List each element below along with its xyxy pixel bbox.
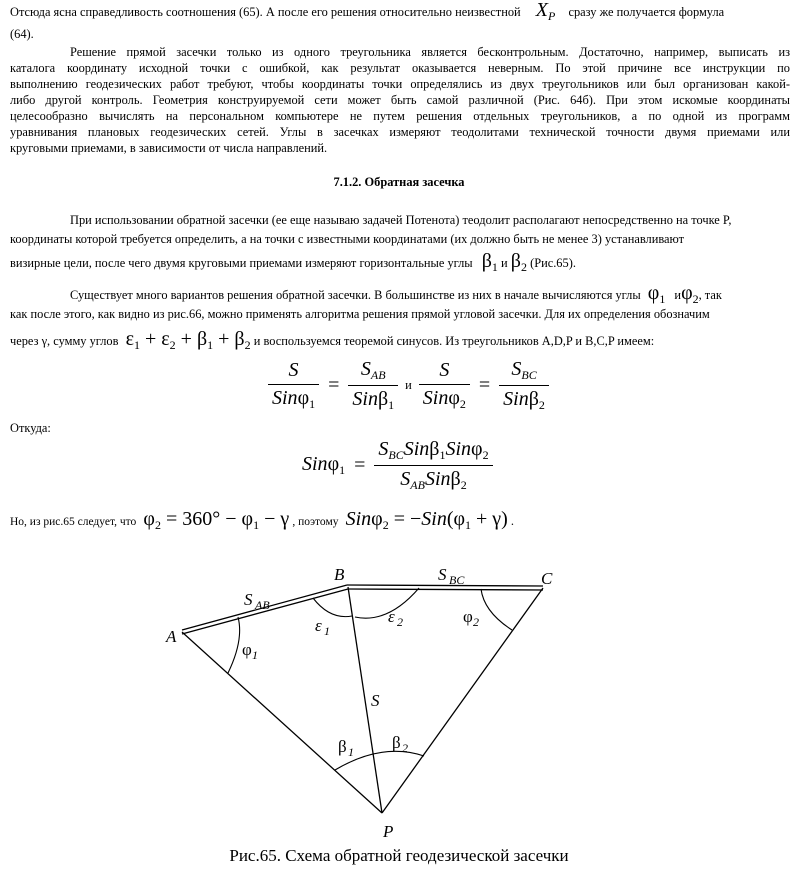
label-eps1: ε bbox=[315, 616, 322, 635]
label-s-bc-sub: BC bbox=[449, 573, 465, 587]
label-beta2-sub: 2 bbox=[402, 741, 408, 755]
para3-text-a: визирные цели, после чего двумя круговыми приемами измеряют горизонтальные углы bbox=[10, 256, 473, 270]
line-a-p bbox=[182, 632, 382, 813]
para4-line3 bbox=[10, 326, 790, 358]
label-s: S bbox=[371, 691, 380, 710]
label-c: C bbox=[541, 569, 553, 588]
line-b-c-double bbox=[348, 589, 543, 590]
final-relation-line bbox=[10, 506, 790, 538]
label-s-ab-sub: AB bbox=[255, 598, 270, 612]
para4-line2: как после этого, как видно из рис.66, можно применять алгоритма решения прямой угловой засечки. Для их определения обозначим bbox=[10, 307, 710, 321]
final-text-b: , поэтому bbox=[292, 516, 339, 528]
fraction: $\frac{S}{Sin\varphi_2}$ bbox=[419, 359, 470, 412]
label-b: B bbox=[334, 565, 345, 584]
label-s-bc: S bbox=[438, 565, 447, 584]
line-b-p bbox=[348, 587, 382, 813]
label-phi1-sub: 1 bbox=[252, 648, 258, 662]
beta1-symbol: $\beta_1$ bbox=[481, 250, 498, 275]
line-a-b bbox=[182, 585, 347, 630]
label-phi2-sub: 2 bbox=[473, 615, 479, 629]
label-phi2: φ bbox=[463, 607, 473, 626]
final-text-a: Но, из рис.65 следует, что bbox=[10, 516, 137, 528]
phi2-formula: $\varphi_2 = 360^\circ - \varphi_1 - \gamma$ bbox=[143, 508, 290, 533]
para4-text-b: , так bbox=[698, 288, 722, 302]
and-word: и bbox=[501, 256, 508, 270]
fraction: $\frac{S_{BC}Sin\beta_1Sin\varphi_2}{S_{AB}Sin\beta_2}$ bbox=[374, 438, 492, 493]
equation-sin-phi1: Sinφ$_1$ = $\frac{S_{BC}Sin\beta_1Sin\varphi_2}{S_{AB}Sin\beta_2}$ bbox=[302, 438, 493, 493]
fraction: $\frac{S}{Sin\varphi_1}$ bbox=[268, 359, 319, 412]
para3-text-b: (Рис.65). bbox=[530, 256, 576, 270]
para4-text-a: Существует много вариантов решения обратной засечки. В большинстве из них в начале вычисляются углы bbox=[70, 288, 641, 302]
label-eps2-sub: 2 bbox=[397, 615, 403, 629]
and-word: и bbox=[405, 378, 412, 393]
fraction: $\frac{S_{AB}}{Sin\beta_1}$ bbox=[348, 358, 398, 413]
para4-text-b: и воспользуемся теоремой синусов. Из треугольников A,D,P и B,C,P имеем: bbox=[253, 334, 655, 348]
section-heading: 7.1.2. Обратная засечка bbox=[333, 175, 465, 189]
label-a: A bbox=[166, 627, 177, 646]
line-b-c bbox=[347, 585, 543, 586]
para2-line-last: круговыми приемами, в зависимости от числа направлений. bbox=[10, 141, 328, 155]
label-beta1-sub: 1 bbox=[348, 745, 354, 759]
equation-sine-theorem: $\frac{S}{Sin\varphi_1}$ = $\frac{S_{AB}}{Sin\beta_1}$ и $\frac{S}{Sin\varphi_2}$ = $\frac{S_{BC}}{Sin\beta_2}$ bbox=[268, 358, 549, 413]
para3-line1: При использовании обратной засечки (ее еще называю задачей Потенота) теодолит располагают непосредственно на точке P, bbox=[70, 213, 732, 227]
label-eps2: ε bbox=[388, 607, 395, 626]
para1-line2: (64). bbox=[10, 27, 34, 41]
phi1-symbol: $\varphi_1$ bbox=[647, 282, 666, 307]
otkuda-label: Откуда: bbox=[10, 421, 51, 435]
beta2-symbol: $\beta_2$ bbox=[510, 250, 527, 275]
figure-caption: Рис.65. Схема обратной геодезической засечки bbox=[229, 846, 569, 865]
label-p: P bbox=[383, 822, 394, 841]
arc-phi2 bbox=[481, 589, 512, 630]
para2-line: каталога координату исходной точки с ошибкой, как результат оказывается неверным. По этой причине все инструкции по bbox=[10, 61, 790, 75]
para2-line: либо другой контроль. Геометрия конструируемой сети может быть самой различной (Рис. 64б). При этом искомые координаты bbox=[10, 93, 790, 107]
fraction: $\frac{S_{BC}}{Sin\beta_2}$ bbox=[499, 358, 549, 413]
para1-text-a: Отсюда ясна справедливость соотношения (65). А после его решения относительно неизвестной bbox=[10, 5, 521, 19]
angle-sum-formula: $\varepsilon_1 + \varepsilon_2 + \beta_1 + \beta_2$ bbox=[125, 328, 251, 353]
para3-line3 bbox=[10, 250, 790, 278]
para2-line: Решение прямой засечки только из одного треугольника является бесконтрольным. Достаточно, например, выписать из bbox=[70, 45, 790, 59]
label-eps1-sub: 1 bbox=[324, 624, 330, 638]
phi2-symbol: $\varphi_2$ bbox=[681, 282, 699, 307]
line-c-p bbox=[382, 588, 543, 813]
var-x: $X_P$ bbox=[535, 0, 556, 24]
line-a-b-double bbox=[182, 589, 348, 634]
label-beta2: β bbox=[392, 733, 401, 752]
para1-text-b: сразу же получается формула bbox=[568, 5, 725, 19]
para2-line: уравнивания плановых геодезических сетей. Углы в засечках измеряют теодолитами технической точности двумя приемами или bbox=[10, 125, 790, 139]
arc-beta bbox=[335, 751, 424, 770]
para4-text-a: через γ, сумму углов bbox=[10, 334, 119, 348]
arc-phi1 bbox=[228, 617, 240, 673]
para3-line2: координаты которой требуется определить, а на точки с известными координатами (их должно быть не менее 3) устанавливают bbox=[10, 232, 685, 246]
label-phi1: φ bbox=[242, 640, 252, 659]
para1-line1 bbox=[10, 2, 790, 24]
arc-eps2 bbox=[355, 588, 419, 618]
and-word: и bbox=[674, 288, 682, 302]
label-s-ab: S bbox=[244, 590, 253, 609]
sin-phi2-formula: $Sin\varphi_2 = -Sin(\varphi_1 + \gamma)$ bbox=[345, 508, 508, 533]
para2-line: выполнению геодезических работ требуют, чтобы координаты точки определялись из двух треугольников или был организован какой- bbox=[10, 77, 790, 91]
para2-line: целесообразно вычислять на персональном компьютере не путем решения отдельных треугольников, а по одной из программ bbox=[10, 109, 790, 123]
final-period: . bbox=[510, 514, 515, 528]
label-beta1: β bbox=[338, 737, 347, 756]
arc-eps1 bbox=[313, 598, 352, 617]
